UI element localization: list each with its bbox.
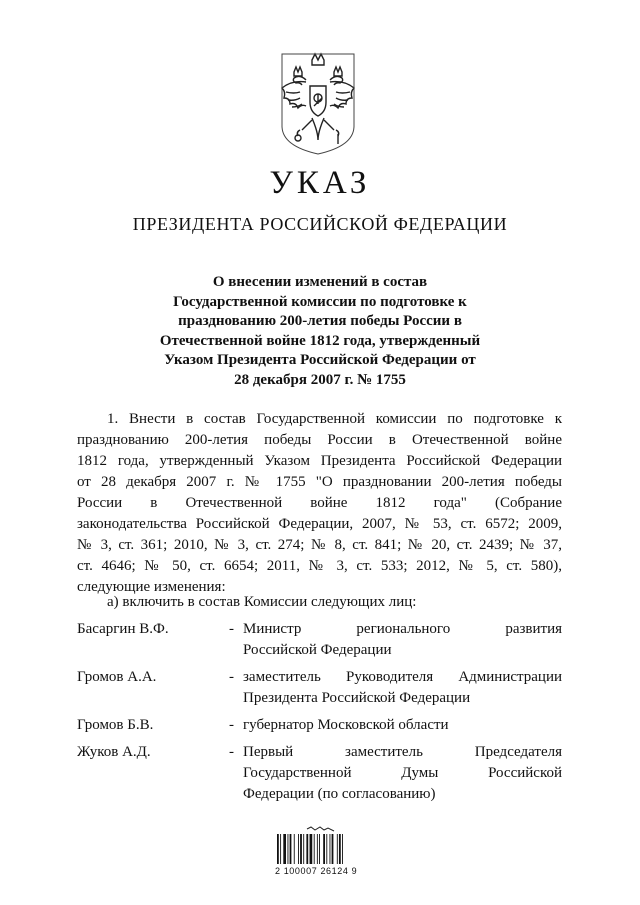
decree-paragraph-1 xyxy=(77,409,562,598)
member-position xyxy=(243,715,562,736)
member-name: Громов А.А. xyxy=(77,669,157,685)
paragraph-line: 1. Внести в состав Государственной комиссии по подготовке к xyxy=(107,411,562,427)
member-row xyxy=(77,619,562,661)
member-list xyxy=(77,619,562,811)
position-line: губернатор Московской области xyxy=(243,717,449,733)
heading-line: 28 декабря 2007 г. № 1755 xyxy=(234,371,406,388)
barcode-bar xyxy=(310,834,313,864)
barcode-bar xyxy=(303,834,304,864)
barcode-bar xyxy=(277,834,279,864)
barcode-bar xyxy=(314,834,315,864)
position-line: Президента Российской Федерации xyxy=(243,690,471,706)
barcode-bar xyxy=(342,834,343,864)
barcode-bar xyxy=(300,834,302,864)
paragraph-line: празднованию 200-летия победы России в Отечественной войне xyxy=(77,432,562,448)
paragraph-line: законодательства Российской Федерации, 2007, № 53, ст. 6572; 2009, xyxy=(77,516,562,532)
paragraph-line: ст. 4646; № 50, ст. 6654; 2011, № 3, ст. 533; 2012, № 5, ст. 580), xyxy=(77,558,562,574)
heading-line: Государственной комиссии по подготовке к xyxy=(173,293,467,310)
barcode-bar xyxy=(298,834,299,864)
position-line: Федерации (по согласованию) xyxy=(243,786,436,802)
barcode-bar xyxy=(290,834,292,864)
heading-line: празднованию 200-летия победы России в xyxy=(178,313,462,329)
barcode-bar xyxy=(319,834,320,864)
barcode-bar xyxy=(294,834,295,864)
paragraph-line: № 3, ст. 361; 2010, № 3, ст. 274; № 8, ст. 841; № 20, ст. 2439; № 37, xyxy=(77,537,562,553)
document-title: УКАЗ xyxy=(269,165,371,201)
heading-line: О внесении изменений в состав xyxy=(212,274,428,290)
position-line: Российской Федерации xyxy=(243,642,392,658)
dash: - xyxy=(229,621,234,637)
member-position xyxy=(243,667,562,709)
list-intro: а) включить в состав Комиссии следующих лиц: xyxy=(107,594,417,610)
paragraph-line: 1812 года, утвержденный Указом Президента Российской Федерации xyxy=(77,453,562,469)
barcode-bar xyxy=(337,834,338,864)
position-line: Первый заместитель Председателя xyxy=(243,744,562,760)
barcode-bar xyxy=(339,834,341,864)
document-subtitle: ПРЕЗИДЕНТА РОССИЙСКОЙ ФЕДЕРАЦИИ xyxy=(132,214,508,234)
barcode-bar xyxy=(330,834,331,864)
dash: - xyxy=(229,669,234,685)
heading-line: Отечественной войне 1812 года, утвержденный xyxy=(159,332,481,349)
heading-line: Указом Президента Российской Федерации от xyxy=(164,352,476,368)
barcode-bar xyxy=(323,834,325,864)
barcode-bar xyxy=(332,834,334,864)
position-line: Министр регионального развития xyxy=(243,621,562,637)
barcode-bar xyxy=(288,834,289,864)
barcode-bar xyxy=(317,834,318,864)
paragraph-line: от 28 декабря 2007 г. № 1755 "О праздновании 200-летия победы xyxy=(77,474,562,490)
member-row xyxy=(77,715,562,736)
russian-coat-of-arms-icon xyxy=(276,50,360,156)
dash: - xyxy=(229,744,234,760)
dash: - xyxy=(229,717,234,733)
member-name: Басаргин В.Ф. xyxy=(77,621,169,637)
barcode-bar xyxy=(280,834,281,864)
member-name: Громов Б.В. xyxy=(77,717,154,733)
barcode-bar xyxy=(283,834,286,864)
paragraph-line: следующие изменения: xyxy=(77,579,226,595)
paragraph-line: России в Отечественной войне 1812 года" (Собрание xyxy=(77,495,562,511)
member-row xyxy=(77,667,562,709)
barcode-bar xyxy=(306,834,308,864)
barcode-bar xyxy=(326,834,327,864)
member-row xyxy=(77,742,562,805)
member-position xyxy=(243,619,562,661)
decree-heading xyxy=(150,273,490,390)
position-line: заместитель Руководителя Администрации xyxy=(243,669,562,685)
member-position xyxy=(243,742,562,805)
member-name: Жуков А.Д. xyxy=(77,744,151,760)
position-line: Государственной Думы Российской xyxy=(243,765,562,781)
barcode-number: 2 100007 26124 9 xyxy=(275,866,358,876)
